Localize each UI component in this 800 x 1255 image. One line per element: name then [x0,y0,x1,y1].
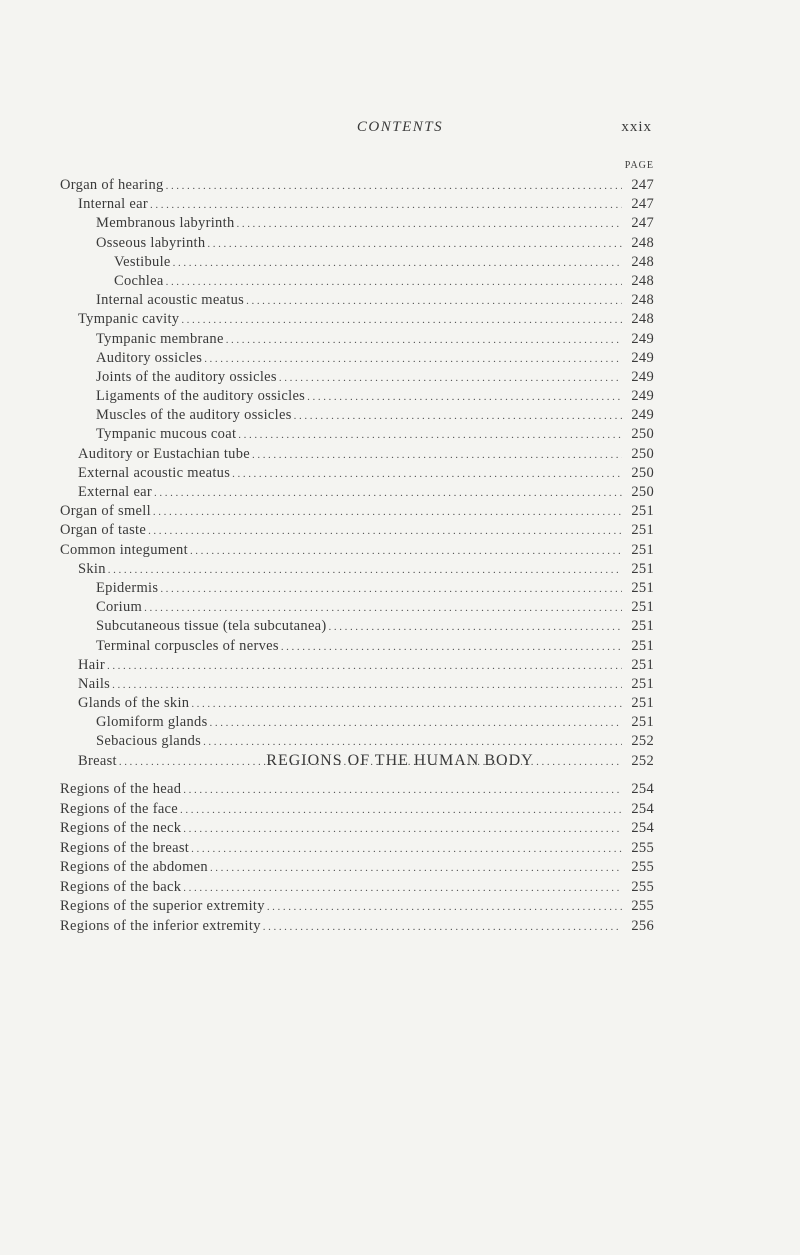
toc-entry-page-number: 251 [631,656,654,673]
toc-entry-title: Regions of the inferior extremity [60,917,261,934]
dot-leader [160,580,622,599]
toc-entry [60,521,654,540]
dot-leader [166,177,622,196]
dot-leader [166,273,622,292]
dot-leader [204,350,622,369]
toc-entry [60,675,654,694]
toc-entry-title: Organ of smell [60,503,151,520]
toc-entry-page-number: 248 [631,253,654,270]
toc-entry-page-number: 249 [631,330,654,347]
toc-entry-page-number: 251 [631,675,654,692]
toc-entry-page-number: 248 [631,311,654,328]
toc-entry-title: Glomiform glands [96,714,208,731]
dot-leader [281,638,622,657]
toc-entry-title: Regions of the abdomen [60,859,208,875]
toc-entry-title: Nails [78,675,111,692]
toc-entry-title: Organ of taste [60,522,147,539]
toc-entry-page-number: 249 [631,368,654,385]
toc-entry [60,617,654,636]
toc-entry [60,272,654,291]
toc-entry [60,349,654,368]
toc-entry [60,541,654,560]
toc-entry [60,579,654,598]
toc-entry [60,176,654,195]
toc-entry [60,858,654,878]
toc-entry-title: Regions of the back [60,878,182,895]
toc-entry-page-number: 254 [631,781,654,797]
toc-entry-title: Breast [78,752,117,769]
toc-entry-title: Vestibule [114,253,171,270]
dot-leader [148,522,622,541]
toc-entry-page-number: 251 [631,637,654,654]
toc-entry-title: Regions of the neck [60,820,182,836]
dot-leader [107,657,622,676]
toc-entry-page-number: 255 [631,839,654,856]
toc-entry-page-number: 251 [631,618,654,635]
toc-list-regions [60,780,654,936]
toc-entry-page-number: 248 [631,234,654,251]
toc-entry-page-number: 248 [631,272,654,289]
toc-entry [60,234,654,253]
toc-entry [60,464,654,483]
toc-entry-page-number: 247 [631,177,654,193]
dot-leader [191,695,622,714]
toc-entry [60,253,654,272]
toc-entry-page-number: 249 [631,407,654,424]
dot-leader [237,215,623,234]
toc-entry-title: Tympanic membrane [96,330,224,347]
toc-entry [60,694,654,713]
dot-leader [144,599,622,618]
toc-entry-title: External ear [78,484,153,500]
running-head [0,119,800,139]
toc-entry-page-number: 250 [631,464,654,481]
toc-entry-page-number: 250 [631,484,654,500]
dot-leader [252,446,622,465]
toc-entry-page-number: 248 [631,292,654,309]
toc-entry-title: Common integument [60,541,188,558]
dot-leader [203,733,622,752]
dot-leader [183,879,622,899]
toc-entry [60,917,654,937]
dot-leader [263,918,622,938]
toc-entry [60,713,654,732]
toc-entry-title: Tympanic mucous coat [96,426,237,443]
toc-entry-title: Internal acoustic meatus [96,292,245,309]
toc-entry-page-number: 251 [631,599,654,616]
toc-entry-title: Regions of the head [60,781,182,797]
toc-entry [60,291,654,310]
toc-entry-title: Regions of the face [60,800,179,817]
toc-entry-page-number: 252 [631,752,654,769]
dot-leader [267,898,622,918]
dot-leader [210,714,622,733]
toc-entry-page-number: 251 [631,579,654,596]
dot-leader [183,781,622,801]
toc-entry-title: Epidermis [96,579,159,596]
toc-entry-title: Joints of the auditory ossicles [96,368,277,385]
toc-entry-page-number: 254 [631,820,654,836]
toc-entry-page-number: 256 [631,917,654,934]
toc-entry [60,195,654,214]
toc-entry-title: Skin [78,560,106,577]
toc-entry [60,483,654,502]
dot-leader [307,388,622,407]
toc-entry-page-number: 255 [631,859,654,875]
toc-entry [60,732,654,751]
toc-entry-page-number: 251 [631,695,654,712]
toc-entry [60,878,654,898]
toc-entry-title: Sebacious glands [96,733,202,750]
toc-entry [60,310,654,329]
toc-entry-title: Auditory ossicles [96,349,203,366]
running-head-title: CONTENTS [356,119,444,135]
toc-entry-page-number: 251 [631,714,654,731]
toc-entry-title: Membranous labyrinth [96,215,235,232]
toc-entry [60,368,654,387]
toc-entry [60,214,654,233]
toc-entry [60,656,654,675]
toc-entry-page-number: 251 [631,503,654,520]
dot-leader [238,426,622,445]
dot-leader [150,196,622,215]
toc-entry-title: Subcutaneous tissue (tela subcutanea) [96,618,327,635]
toc-entry-title: Internal ear [78,196,149,213]
toc-entry [60,897,654,917]
dot-leader [210,859,622,879]
toc-entry [60,387,654,406]
dot-leader [246,292,622,311]
dot-leader [191,840,622,860]
toc-entry-page-number: 255 [631,898,654,914]
toc-entry-page-number: 251 [631,560,654,577]
toc-entry-page-number: 250 [631,445,654,462]
dot-leader [232,465,622,484]
toc-entry-title: Corium [96,599,143,616]
toc-entry-page-number: 252 [631,733,654,750]
page-column-label: PAGE [624,160,654,171]
dot-leader [329,618,622,637]
toc-entry [60,425,654,444]
toc-entry-title: Terminal corpuscles of nerves [96,637,279,654]
dot-leader [112,676,622,695]
toc-entry [60,598,654,617]
toc-entry-page-number: 251 [631,522,654,539]
toc-entry-title: Ligaments of the auditory ossicles [96,388,306,405]
toc-entry-page-number: 249 [631,349,654,366]
dot-leader [190,542,622,561]
dot-leader [183,820,622,840]
toc-list-sense-organs [60,176,654,771]
dot-leader [173,254,622,273]
dot-leader [180,801,622,821]
dot-leader [153,503,622,522]
toc-entry [60,330,654,349]
toc-entry [60,637,654,656]
toc-entry [60,819,654,839]
toc-entry-title: Regions of the superior extremity [60,898,265,914]
toc-entry [60,406,654,425]
toc-entry [60,839,654,859]
dot-leader [226,331,622,350]
toc-entry-title: Muscles of the auditory ossicles [96,407,292,424]
toc-entry-page-number: 250 [631,426,654,443]
toc-entry-title: Glands of the skin [78,695,190,712]
section-heading: REGIONS OF THE HUMAN BODY [266,752,534,769]
toc-entry-page-number: 247 [631,215,654,232]
toc-entry-title: Tympanic cavity [78,311,180,328]
toc-entry-page-number: 254 [631,800,654,817]
dot-leader [294,407,622,426]
toc-entry [60,502,654,521]
toc-entry-title: Hair [78,656,105,673]
toc-entry-title: Organ of hearing [60,177,164,193]
dot-leader [154,484,622,503]
toc-entry [60,800,654,820]
toc-entry-title: Cochlea [114,272,164,289]
toc-entry [60,560,654,579]
toc-entry-page-number: 249 [631,388,654,405]
toc-entry-title: Auditory or Eustachian tube [78,445,250,462]
dot-leader [181,311,622,330]
dot-leader [207,235,622,254]
dot-leader [279,369,622,388]
toc-entry [60,780,654,800]
toc-entry-title: Regions of the breast [60,839,190,856]
toc-entry-title: External acoustic meatus [78,464,231,481]
dot-leader [108,561,622,580]
toc-entry-title: Osseous labyrinth [96,234,206,251]
toc-entry-page-number: 247 [631,196,654,213]
toc-entry [60,445,654,464]
toc-entry-page-number: 255 [631,878,654,895]
toc-entry-page-number: 251 [631,541,654,558]
page-folio: xxix [621,119,652,135]
